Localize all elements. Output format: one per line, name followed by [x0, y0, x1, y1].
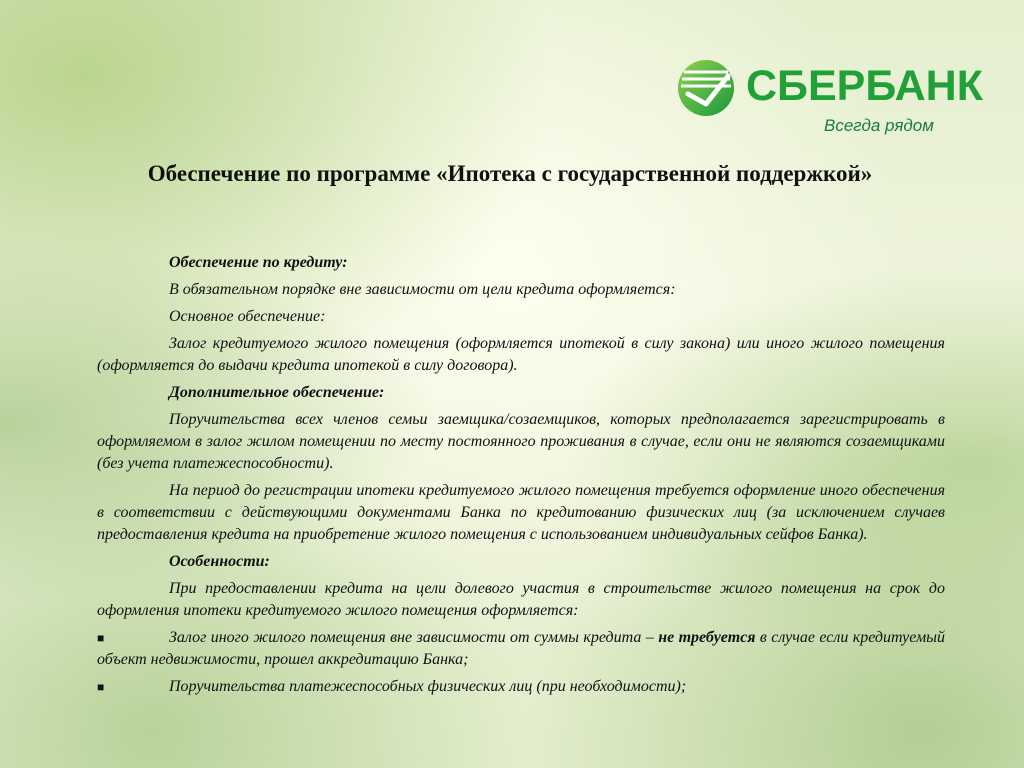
paragraph: При предоставлении кредита на цели долевого участия в строительстве жилого помещения на срок до оформления ипотеки кредитуемого жилого помещения оформляется: [97, 580, 945, 619]
bullet-item [97, 627, 945, 671]
sberbank-logo-icon [676, 58, 736, 118]
section-heading: Особенности: [169, 553, 270, 570]
logo-wordmark: СБЕРБАНК [746, 62, 983, 110]
bullet-text: Поручительства платежеспособных физических лиц (при необходимости); [169, 678, 687, 695]
logo-slogan: Всегда рядом [824, 116, 934, 135]
bullet-icon: ■ [97, 680, 105, 694]
page-title: Обеспечение по программе «Ипотека с государственной поддержкой» [147, 161, 873, 186]
section-heading: Дополнительное обеспечение: [169, 384, 385, 401]
paragraph: Основное обеспечение: [169, 308, 326, 325]
paragraph: На период до регистрации ипотеки кредитуемого жилого помещения требуется оформление иного обеспечения в соответствии с действующими документами Банка по кредитованию физических лиц (за исключением случаев предоставления кредита на приобретение жилого помещения с использованием индивидуальных сейфов Банка). [97, 482, 945, 543]
document-body [97, 252, 945, 703]
paragraph: Залог кредитуемого жилого помещения (оформляется ипотекой в силу закона) или иного жилого помещения (оформляется до выдачи кредита ипотекой в силу договора). [97, 335, 945, 374]
bullet-text: в случае если кредитуемый объект недвижимости, прошел аккредитацию Банка; [97, 629, 946, 668]
section-heading: Обеспечение по кредиту: [169, 254, 348, 271]
paragraph: Поручительства всех членов семьи заемщика/созаемщиков, которых предполагается зарегистрировать в оформляемом в залог жилом помещении по месту постоянного проживания в случае, если они не являются созаемщиками (без учета платежеспособности). [97, 411, 945, 472]
sberbank-logo [676, 58, 983, 140]
bullet-icon: ■ [97, 631, 105, 645]
paragraph: В обязательном порядке вне зависимости от цели кредита оформляется: [169, 281, 676, 298]
bullet-emphasis: не требуется [658, 629, 756, 646]
bullet-text: Залог иного жилого помещения вне зависимости от суммы кредита – [169, 629, 659, 646]
bullet-item [97, 676, 945, 698]
